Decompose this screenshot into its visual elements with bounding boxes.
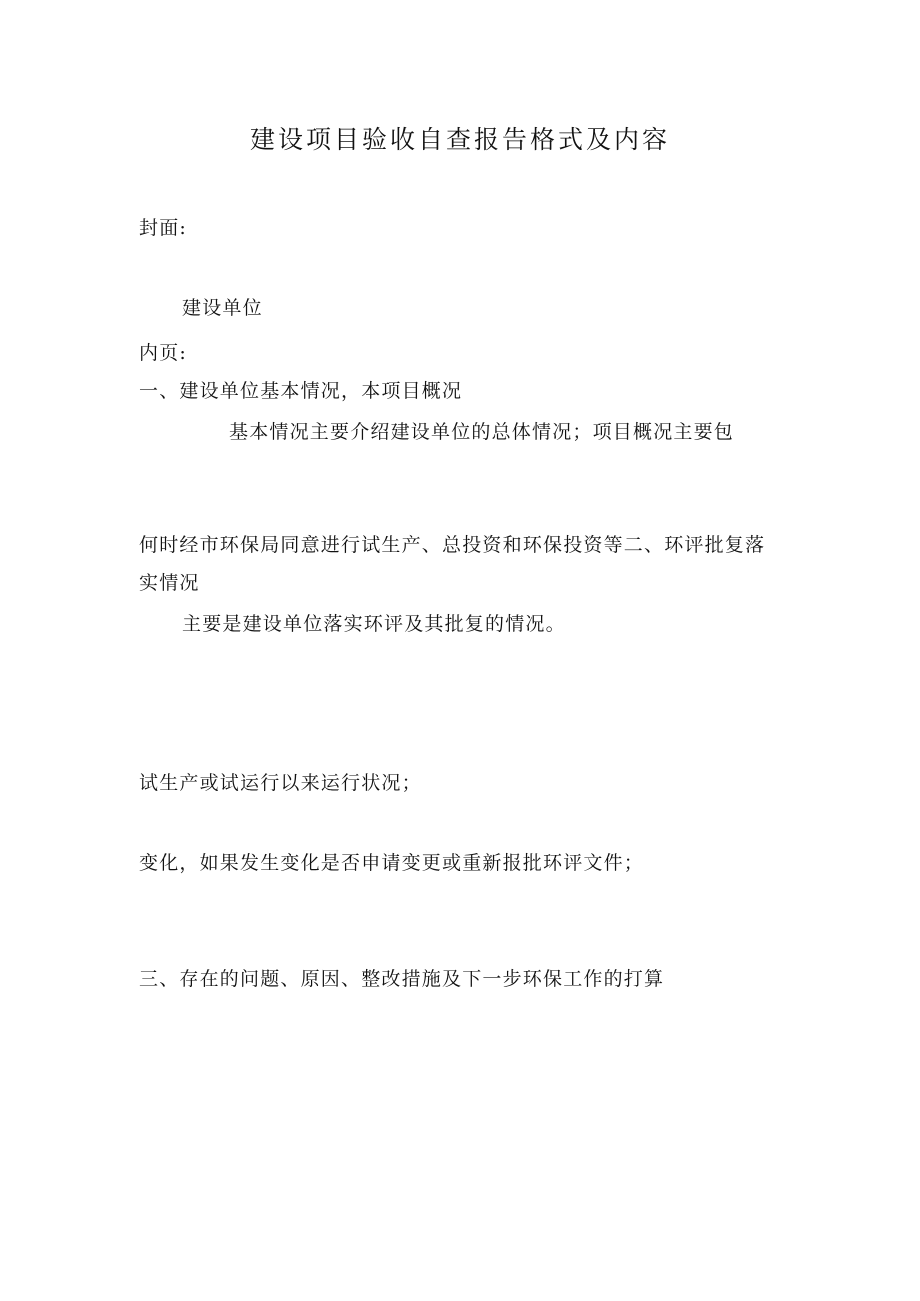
- cover-unit: 建设单位: [182, 297, 263, 319]
- document-title: 建设项目验收自查报告格式及内容: [249, 125, 670, 154]
- section2-body: 主要是建设单位落实环评及其批复的情况。: [182, 613, 566, 635]
- section3-heading: 三、存在的问题、原因、整改措施及下一步环保工作的打算: [139, 968, 665, 990]
- section1-heading: 一、建设单位基本情况，本项目概况: [139, 380, 463, 402]
- section2-heading-end: 实情况: [139, 572, 200, 594]
- changes-text: 变化，如果发生变化是否申请变更或重新报批环评文件；: [139, 852, 645, 874]
- section1-continued: 何时经市环保局同意进行试生产、总投资和环保投资等二、环评批复落: [139, 534, 766, 556]
- trial-status: 试生产或试运行以来运行状况；: [139, 772, 422, 794]
- inner-label: 内页:: [139, 342, 188, 364]
- cover-label: 封面:: [139, 217, 188, 239]
- section1-body: 基本情况主要介绍建设单位的总体情况；项目概况主要包: [229, 421, 735, 443]
